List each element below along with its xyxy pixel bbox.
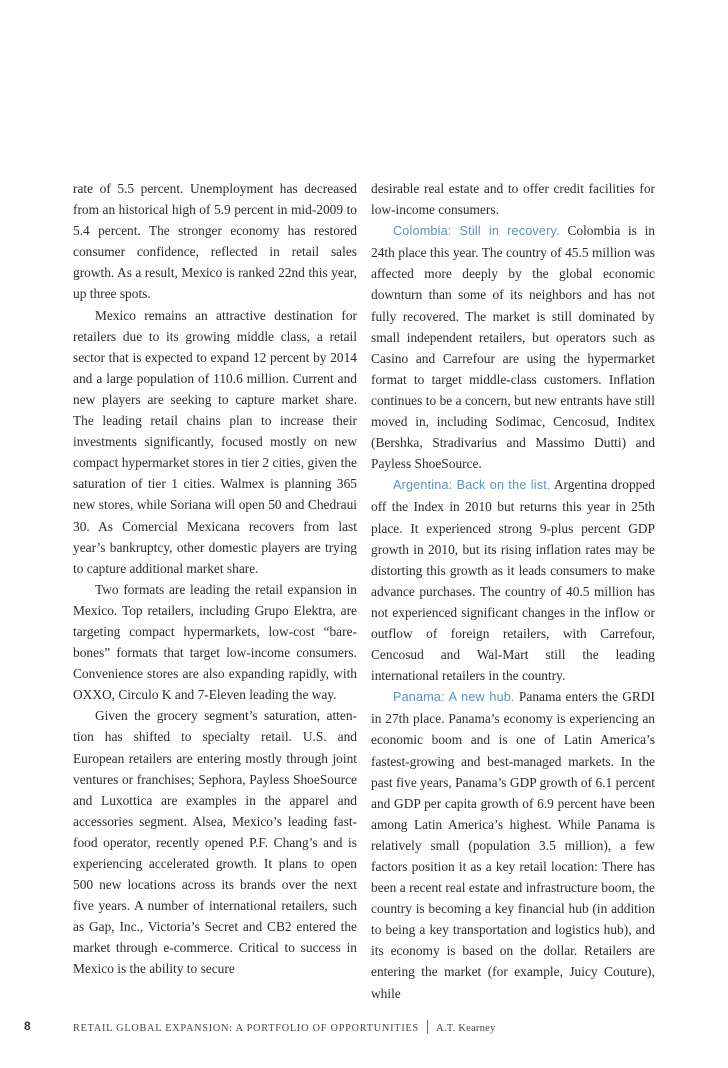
footer-title: RETAIL GLOBAL EXPANSION: A PORTFOLIO OF OPPORTUNITIES (73, 1023, 419, 1034)
colombia-lead: Colombia: Still in recovery. (393, 224, 560, 239)
paragraph-mexico-continued: desirable real estate and to offer credit facilities for low-income consumers. (371, 181, 655, 218)
footer (73, 1020, 496, 1034)
paragraph-mexico-economy: rate of 5.5 percent. Unemployment has decreased from an historical high of 5.9 percent in mid-2009 to 5.4 percent. The stronger economy has restored consumer confidence, reflected in retail sales growth. As a result, Mexico is ranked 22nd this year, up three spots. (73, 181, 357, 302)
panama-body: Panama enters the GRDI in 27th place. Panama’s economy is experiencing an economic boom and is one of Latin America’s fastest-growing and best-managed markets. In the past five years, Panama’s GDP growth of 6.1 percent and GDP per capita growth of 6.9 percent have been among Latin America’s highest. While Panama is relatively small (population 3.5 million), a few factors position it as a key retail location: There has been a recent real estate and infrastructure boom, the country is becoming a key financial hub (in addition to being a key transportation and logistics hub), and its economy is based on the dollar. Retailers are entering the market (for example, Juicy Couture), while (371, 689, 655, 1001)
argentina-lead: Argentina: Back on the list. (393, 478, 551, 493)
right-column (371, 178, 655, 1004)
page-number: 8 (24, 1019, 31, 1033)
colombia-body: Colombia is in 24th place this year. The country of 45.5 million was affected more deeply by the global economic downturn than some of its neighbors and has not fully recovered. The market is still dominated by small independent retailers, but operators such as Casino and Carrefour are using the hypermarket format to target middle-class customers. Inflation continues to be a concern, but new entrants have still moved in, including Sodimac, Cencosud, Inditex (Bershka, Stradivarius and Massimo Dutti) and Payless ShoeSource. (371, 223, 655, 472)
paragraph-mexico-formats: Two formats are leading the retail expansion in Mexico. Top retailers, including Grupo Elektra, are targeting compact hypermarkets, low-cost “bare-bones” formats that target low-income consumers. Convenience stores are also expanding rapidly, with OXXO, Circulo K and 7-Eleven leading the way. (73, 581, 357, 703)
footer-company: A.T. Kearney (436, 1023, 496, 1034)
paragraph-panama (371, 686, 655, 1003)
footer-divider (427, 1020, 428, 1034)
paragraph-mexico-destination: Mexico remains an attractive destination for retailers due to its growing middle class, a retail sector that is expected to expand 12 percent by 2014 and a large population of 110.6 million. Current and new players are seeking to capture market share. The leading retail chains plan to increase their investments significantly, focused mostly on new compact hypermarket stores in tier 2 cities, given the saturation of tier 1 cities. Walmex is planning 365 new stores, while Soriana will open 50 and Chedraui 30. As Comercial Mexicana recovers from last year’s bankruptcy, other domestic players are trying to capture additional market share. (73, 307, 357, 576)
panama-lead: Panama: A new hub. (393, 690, 515, 705)
paragraph-argentina (371, 474, 655, 686)
paragraph-mexico-specialty: Given the grocery segment’s saturation, attention has shifted to specialty retail. U.S. and European retailers are entering mostly through joint ventures or franchises; Sephora, Payless ShoeSource and Luxottica are examples in the apparel and accessories segment. Alsea, Mexico’s leading fast-food operator, recently opened P.F. Chang’s and is experiencing accelerated growth. It plans to open 500 new locations across its brands over the next five years. A number of international retailers, such as Gap, Inc., Victoria’s Secret and CB2 entered the market through e-commerce. Critical to success in Mexico is the ability to secure (73, 708, 357, 977)
left-column (73, 178, 357, 980)
argentina-body: Argentina dropped off the Index in 2010 but returns this year in 25th place. It experienced strong 9-plus percent GDP growth in 2010, but its rising inflation rates may be distorting this growth as it leads consumers to make advance purchases. The country of 40.5 million has not experienced significant changes in the inflow or outflow of foreign retailers, with Carrefour, Cencosud and Wal-Mart still the leading international retailers in the country. (371, 477, 655, 684)
paragraph-colombia (371, 220, 655, 474)
